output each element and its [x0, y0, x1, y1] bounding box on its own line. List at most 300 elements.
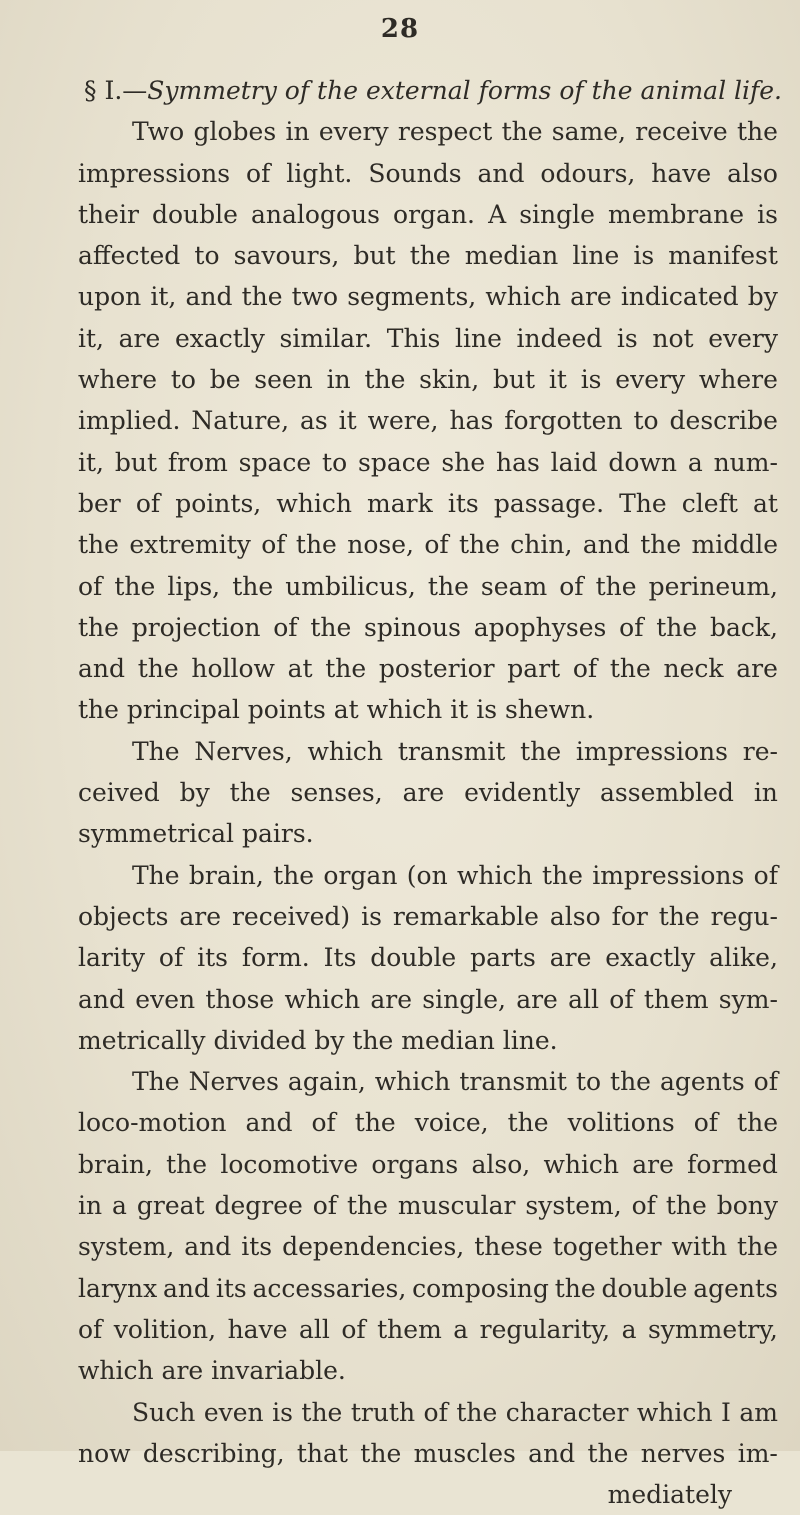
- word: double: [151, 199, 238, 229]
- word: is: [616, 323, 638, 353]
- text-line: [78, 896, 778, 937]
- word: to: [575, 1067, 602, 1097]
- word: their: [78, 199, 139, 229]
- word: of: [693, 1108, 719, 1138]
- word: The: [132, 1067, 180, 1097]
- word: is: [633, 241, 655, 271]
- text-line: [78, 483, 778, 524]
- text-line: [78, 359, 778, 400]
- word: it,: [78, 447, 104, 477]
- word: received): [231, 901, 351, 931]
- text-line-content: symmetrical pairs.: [78, 819, 314, 849]
- word: all: [298, 1314, 330, 1344]
- word: the: [458, 530, 500, 560]
- section-heading: [78, 70, 782, 111]
- word: similar.: [279, 323, 373, 353]
- word: the: [310, 612, 352, 642]
- word: the: [737, 1232, 778, 1262]
- word: them: [377, 1314, 442, 1344]
- word: are: [632, 1149, 674, 1179]
- word: Two: [132, 117, 185, 147]
- word: the: [456, 1397, 498, 1427]
- word: im-: [737, 1438, 778, 1468]
- word: num-: [713, 447, 778, 477]
- word: agents: [693, 1273, 778, 1303]
- word: light.: [286, 158, 353, 188]
- word: where: [698, 365, 778, 395]
- word: indeed: [516, 323, 603, 353]
- word: evidently: [464, 778, 581, 808]
- word: of: [135, 488, 161, 518]
- text-lines: [78, 111, 778, 1474]
- word: single: [519, 199, 595, 229]
- word: which: [374, 1067, 451, 1097]
- word: is: [272, 1397, 293, 1427]
- word: umbilicus,: [285, 571, 416, 601]
- word: Nerves: [188, 1067, 279, 1097]
- word: re-: [742, 736, 778, 766]
- word: which: [457, 860, 533, 890]
- text-line: [78, 1061, 778, 1102]
- word: it: [548, 365, 567, 395]
- word: neck: [663, 654, 724, 684]
- word: agents: [659, 1067, 745, 1097]
- word: membrane: [608, 199, 744, 229]
- word: larynx: [78, 1273, 158, 1303]
- word: at: [752, 488, 778, 518]
- word: exactly: [174, 323, 265, 353]
- word: and: [163, 1273, 211, 1303]
- word: the: [736, 117, 778, 147]
- word: together: [552, 1232, 662, 1262]
- word: line: [572, 241, 620, 271]
- text-line: [78, 153, 778, 194]
- word: two: [291, 282, 339, 312]
- section-heading-prefix: § I.—: [84, 76, 148, 105]
- word: which: [636, 1397, 713, 1427]
- word: segments,: [347, 282, 477, 312]
- word: great: [136, 1191, 205, 1221]
- word: which: [284, 984, 361, 1014]
- word: it,: [150, 282, 177, 312]
- word: it: [338, 406, 357, 436]
- word: exactly: [605, 943, 696, 973]
- word: and: [78, 654, 126, 684]
- text-line: [78, 979, 778, 1020]
- word: symmetry,: [647, 1314, 778, 1344]
- word: in: [78, 1191, 103, 1221]
- word: which: [276, 488, 352, 518]
- word: the: [665, 1191, 707, 1221]
- word: to: [633, 406, 659, 436]
- word: that: [296, 1438, 348, 1468]
- word: middle: [691, 530, 778, 560]
- word: these: [474, 1232, 543, 1262]
- word: points,: [175, 488, 262, 518]
- word: objects: [78, 901, 169, 931]
- word: again,: [287, 1067, 366, 1097]
- word: are: [549, 943, 592, 973]
- word: the: [507, 1108, 549, 1138]
- word: and: [582, 530, 630, 560]
- word: degree: [214, 1191, 303, 1221]
- word: the: [295, 530, 337, 560]
- word: skin,: [419, 365, 480, 395]
- text-line: [78, 1309, 778, 1350]
- text-line: [78, 400, 778, 441]
- word: its: [197, 943, 228, 973]
- word: of: [158, 943, 184, 973]
- word: a: [112, 1191, 127, 1221]
- word: and: [78, 984, 126, 1014]
- body-text: [78, 70, 782, 1515]
- word: to: [170, 365, 196, 395]
- word: Its: [323, 943, 357, 973]
- word: organ.: [393, 199, 475, 229]
- word: the: [587, 1438, 629, 1468]
- word: senses,: [290, 778, 383, 808]
- word: analogous: [251, 199, 380, 229]
- word: space: [238, 447, 312, 477]
- word: remarkable: [392, 901, 539, 931]
- word: alike,: [709, 943, 778, 973]
- word: odours,: [540, 158, 636, 188]
- word: in: [285, 117, 310, 147]
- word: The: [619, 488, 667, 518]
- word: accessaries,: [252, 1273, 407, 1303]
- word: not: [652, 323, 694, 353]
- word: seam: [480, 571, 548, 601]
- word: A: [488, 199, 507, 229]
- word: assembled: [600, 778, 734, 808]
- word: the: [273, 860, 315, 890]
- section-heading-title: Symmetry of the external forms of the animal life.: [147, 76, 782, 105]
- word: voice,: [414, 1108, 489, 1138]
- text-line: [78, 648, 778, 689]
- word: volitions: [567, 1108, 675, 1138]
- word: now: [78, 1438, 131, 1468]
- word: were,: [367, 406, 439, 436]
- word: the: [737, 1108, 778, 1138]
- word: globes: [193, 117, 277, 147]
- word: back,: [709, 612, 778, 642]
- word: I: [720, 1397, 731, 1427]
- word: form.: [241, 943, 310, 973]
- word: (on: [406, 860, 448, 890]
- catchword-line: [78, 1474, 778, 1515]
- word: the: [78, 530, 119, 560]
- word: describing,: [142, 1438, 285, 1468]
- word: the: [325, 654, 367, 684]
- text-line: [78, 1433, 778, 1474]
- word: its: [241, 1232, 273, 1262]
- word: Nerves,: [194, 736, 293, 766]
- word: receive: [635, 117, 728, 147]
- word: extremity: [129, 530, 251, 560]
- word: by: [747, 282, 778, 312]
- word: upon: [78, 282, 142, 312]
- word: the: [595, 571, 637, 601]
- word: those: [205, 984, 275, 1014]
- word: This: [386, 323, 441, 353]
- word: single,: [422, 984, 506, 1014]
- text-line: [78, 235, 778, 276]
- text-line: [78, 607, 778, 648]
- word: to: [194, 241, 220, 271]
- word: nose,: [347, 530, 414, 560]
- word: are: [118, 323, 161, 353]
- word: passage.: [493, 488, 605, 518]
- text-line: [78, 566, 778, 607]
- page-number: 28: [380, 14, 420, 44]
- word: the: [137, 654, 179, 684]
- text-line: [78, 524, 778, 565]
- word: respect: [397, 117, 493, 147]
- word: the: [301, 1397, 343, 1427]
- word: the: [541, 860, 583, 890]
- word: perineum,: [648, 571, 778, 601]
- word: ceived: [78, 778, 160, 808]
- word: dependencies,: [282, 1232, 465, 1262]
- word: forgotten: [504, 406, 623, 436]
- word: have: [227, 1314, 288, 1344]
- word: transmit: [459, 1067, 567, 1097]
- word: for: [611, 901, 648, 931]
- word: double: [601, 1273, 688, 1303]
- word: The: [132, 736, 180, 766]
- word: brain,: [188, 860, 264, 890]
- word: as: [299, 406, 328, 436]
- word: of: [424, 530, 449, 560]
- word: a: [453, 1314, 469, 1344]
- word: its: [447, 488, 479, 518]
- word: loco-motion: [78, 1108, 227, 1138]
- text-line: [78, 1268, 778, 1309]
- word: from: [167, 447, 228, 477]
- word: of: [341, 1314, 366, 1344]
- word: has: [449, 406, 494, 436]
- word: of: [273, 612, 298, 642]
- word: the: [656, 612, 698, 642]
- word: every: [708, 323, 778, 353]
- word: by: [179, 778, 210, 808]
- word: the: [520, 736, 562, 766]
- text-line-content: metrically divided by the median line.: [78, 1025, 558, 1055]
- word: and: [184, 1232, 232, 1262]
- word: of: [423, 1397, 448, 1427]
- text-line: [78, 1102, 778, 1143]
- word: and: [528, 1438, 576, 1468]
- word: in: [753, 778, 778, 808]
- word: but: [492, 365, 536, 395]
- word: has: [495, 447, 540, 477]
- word: of: [78, 571, 103, 601]
- text-line: [78, 1144, 778, 1185]
- word: the: [364, 365, 406, 395]
- word: impressions: [592, 860, 745, 890]
- word: of: [261, 530, 286, 560]
- word: regularity,: [479, 1314, 611, 1344]
- word: the: [229, 778, 271, 808]
- word: the: [409, 241, 451, 271]
- word: mark: [367, 488, 433, 518]
- word: are: [179, 901, 222, 931]
- text-line: [78, 442, 778, 483]
- word: to: [322, 447, 348, 477]
- word: parts: [470, 943, 536, 973]
- word: am: [739, 1397, 778, 1427]
- word: its: [215, 1273, 247, 1303]
- word: at: [287, 654, 313, 684]
- word: the: [114, 571, 156, 601]
- word: the: [78, 612, 119, 642]
- word: of: [246, 158, 271, 188]
- text-line: [78, 111, 778, 152]
- text-line: [78, 813, 778, 854]
- text-line: [78, 276, 778, 317]
- word: and: [245, 1108, 293, 1138]
- word: of: [559, 571, 584, 601]
- word: are: [370, 984, 412, 1014]
- word: transmit: [397, 736, 506, 766]
- word: the: [554, 1273, 596, 1303]
- word: in: [326, 365, 351, 395]
- word: of: [609, 984, 634, 1014]
- word: muscular: [397, 1191, 516, 1221]
- word: are: [516, 984, 558, 1014]
- word: organs: [371, 1149, 459, 1179]
- catchword: mediately: [607, 1480, 732, 1510]
- word: which: [485, 282, 561, 312]
- word: the: [166, 1149, 208, 1179]
- word: of: [78, 1314, 103, 1344]
- word: of: [619, 612, 644, 642]
- word: formed: [687, 1149, 778, 1179]
- word: part: [507, 654, 561, 684]
- word: median: [464, 241, 559, 271]
- word: composing: [412, 1273, 549, 1303]
- word: also,: [471, 1149, 531, 1179]
- word: muscles: [413, 1438, 516, 1468]
- word: with: [671, 1232, 728, 1262]
- word: them: [643, 984, 709, 1014]
- word: chin,: [510, 530, 573, 560]
- word: larity: [78, 943, 146, 973]
- word: seen: [254, 365, 313, 395]
- word: be: [209, 365, 241, 395]
- word: lips,: [167, 571, 221, 601]
- word: volition,: [113, 1314, 217, 1344]
- word: character: [505, 1397, 629, 1427]
- word: the: [232, 571, 274, 601]
- text-line: [78, 1020, 778, 1061]
- word: is: [361, 901, 382, 931]
- word: space: [358, 447, 431, 477]
- text-line: [78, 1185, 778, 1226]
- word: truth: [350, 1397, 416, 1427]
- word: which: [307, 736, 384, 766]
- word: and: [477, 158, 525, 188]
- word: system,: [525, 1191, 622, 1221]
- word: but: [114, 447, 157, 477]
- word: locomotive: [220, 1149, 359, 1179]
- word: manifest: [668, 241, 778, 271]
- word: posterior: [378, 654, 495, 684]
- word: affected: [78, 241, 181, 271]
- word: savours,: [233, 241, 340, 271]
- word: of: [631, 1191, 656, 1221]
- word: describe: [669, 406, 778, 436]
- word: implied.: [78, 406, 181, 436]
- word: nerves: [640, 1438, 726, 1468]
- word: projection: [131, 612, 261, 642]
- word: are: [570, 282, 612, 312]
- word: are: [402, 778, 445, 808]
- word: of: [312, 1191, 338, 1221]
- word: a: [687, 447, 703, 477]
- word: the: [501, 117, 543, 147]
- word: also: [727, 158, 778, 188]
- text-line-content: the principal points at which it is shewn.: [78, 695, 595, 725]
- word: regu-: [710, 901, 778, 931]
- word: brain,: [78, 1149, 153, 1179]
- text-line: [78, 1392, 778, 1433]
- word: the: [609, 654, 651, 684]
- word: the: [354, 1108, 396, 1138]
- text-line: [78, 937, 778, 978]
- word: cleft: [681, 488, 738, 518]
- word: Nature,: [191, 406, 290, 436]
- word: Such: [132, 1397, 196, 1427]
- word: Sounds: [368, 158, 462, 188]
- word: hollow: [191, 654, 275, 684]
- text-line-content: which are invariable.: [78, 1356, 346, 1386]
- text-line: [78, 855, 778, 896]
- word: but: [353, 241, 396, 271]
- word: even: [203, 1397, 264, 1427]
- text-line: [78, 318, 778, 359]
- word: system,: [78, 1232, 175, 1262]
- word: also: [549, 901, 601, 931]
- word: every: [615, 365, 686, 395]
- word: spinous: [364, 612, 461, 642]
- text-line: [78, 1350, 778, 1391]
- word: the: [360, 1438, 402, 1468]
- word: indicated: [620, 282, 739, 312]
- word: sym-: [718, 984, 778, 1014]
- word: of: [572, 654, 598, 684]
- word: impressions: [78, 158, 231, 188]
- text-line: [78, 1226, 778, 1267]
- word: all: [568, 984, 600, 1014]
- word: the: [427, 571, 469, 601]
- word: is: [757, 199, 778, 229]
- word: the: [346, 1191, 388, 1221]
- word: she: [441, 447, 486, 477]
- word: it,: [78, 323, 104, 353]
- word: the: [610, 1067, 651, 1097]
- word: line: [455, 323, 502, 353]
- word: double: [370, 943, 457, 973]
- text-line: [78, 772, 778, 813]
- word: bony: [716, 1191, 778, 1221]
- word: and: [185, 282, 233, 312]
- word: where: [78, 365, 158, 395]
- word: of: [753, 1067, 778, 1097]
- word: down: [608, 447, 677, 477]
- word: ber: [78, 488, 121, 518]
- word: impressions: [575, 736, 728, 766]
